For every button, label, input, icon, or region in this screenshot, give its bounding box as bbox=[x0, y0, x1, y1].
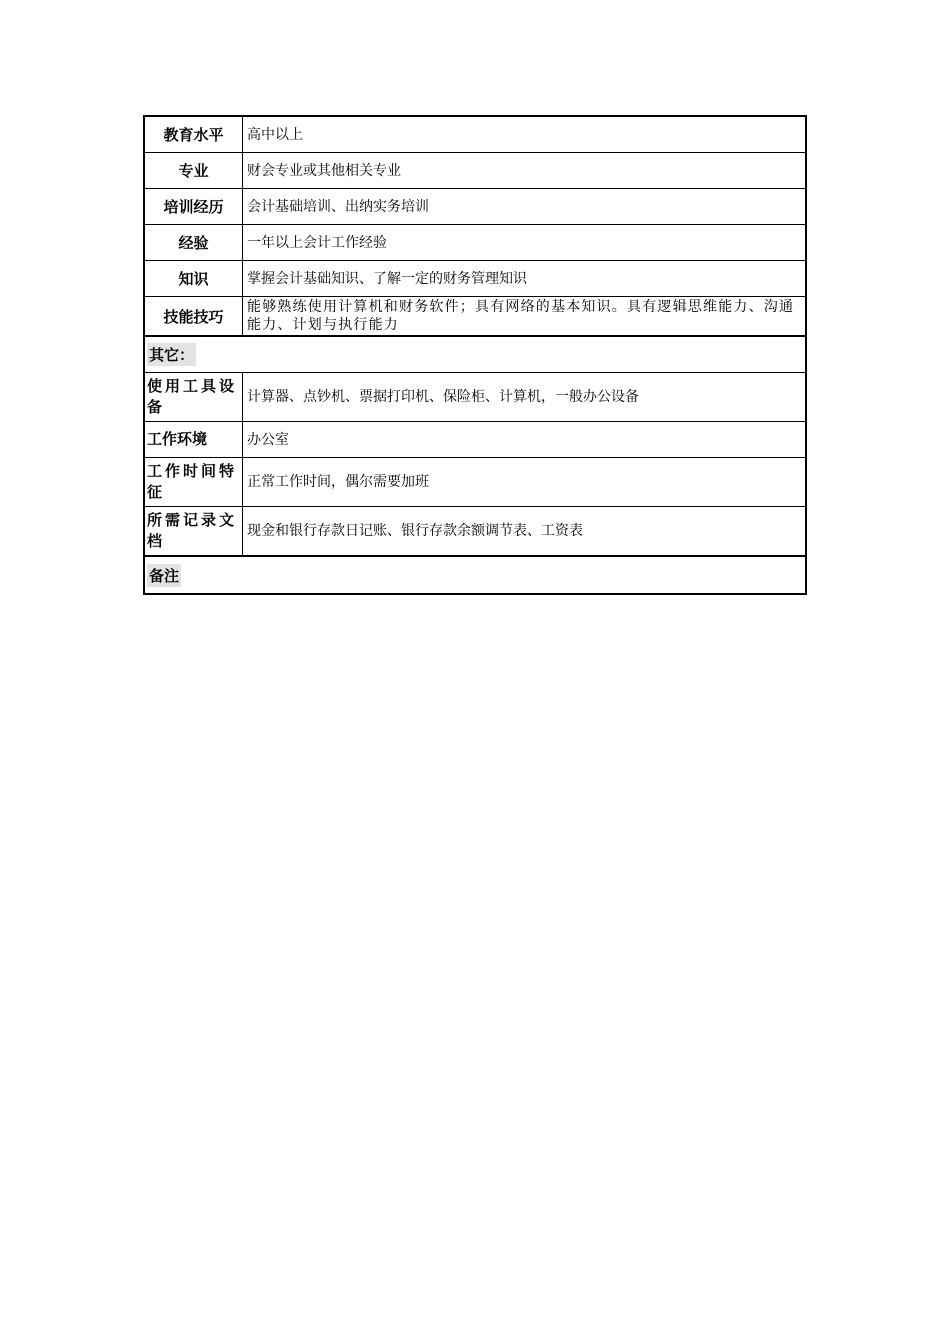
row-label: 培训经历 bbox=[145, 189, 243, 224]
row-value: 掌握会计基础知识、了解一定的财务管理知识 bbox=[247, 270, 527, 287]
row-label: 工作时间特征 bbox=[145, 458, 243, 506]
row-label: 教育水平 bbox=[145, 117, 243, 152]
section-notes bbox=[145, 557, 805, 593]
row-value: 高中以上 bbox=[247, 126, 303, 143]
row-work-hours bbox=[145, 458, 805, 507]
job-requirements-table bbox=[143, 115, 807, 595]
section-other bbox=[145, 337, 805, 373]
row-value: 一年以上会计工作经验 bbox=[247, 234, 387, 251]
row-label: 专业 bbox=[145, 153, 243, 188]
row-value: 正常工作时间，偶尔需要加班 bbox=[247, 474, 429, 490]
row-label: 工作环境 bbox=[145, 422, 243, 457]
row-value: 计算器、点钞机、票据打印机、保险柜、计算机，一般办公设备 bbox=[247, 389, 639, 405]
row-experience bbox=[145, 225, 805, 261]
row-label: 所需记录文档 bbox=[145, 507, 243, 555]
row-label: 经验 bbox=[145, 225, 243, 260]
section-heading: 其它： bbox=[147, 343, 196, 366]
row-records bbox=[145, 507, 805, 557]
row-education bbox=[145, 117, 805, 153]
row-major bbox=[145, 153, 805, 189]
row-training bbox=[145, 189, 805, 225]
row-value: 财会专业或其他相关专业 bbox=[247, 162, 401, 179]
row-value: 现金和银行存款日记账、银行存款余额调节表、工资表 bbox=[247, 523, 583, 539]
section-heading: 备注 bbox=[147, 564, 181, 587]
row-label: 技能技巧 bbox=[145, 297, 243, 335]
row-tools bbox=[145, 373, 805, 422]
row-skills bbox=[145, 297, 805, 337]
row-value: 办公室 bbox=[247, 431, 289, 448]
row-knowledge bbox=[145, 261, 805, 297]
row-label: 知识 bbox=[145, 261, 243, 296]
row-label: 使用工具设备 bbox=[145, 373, 243, 421]
row-value: 会计基础培训、出纳实务培训 bbox=[247, 198, 429, 215]
row-environment bbox=[145, 422, 805, 458]
row-value: 能够熟练使用计算机和财务软件；具有网络的基本知识。具有逻辑思维能力、沟通能力、计划与执行能力 bbox=[247, 299, 795, 333]
